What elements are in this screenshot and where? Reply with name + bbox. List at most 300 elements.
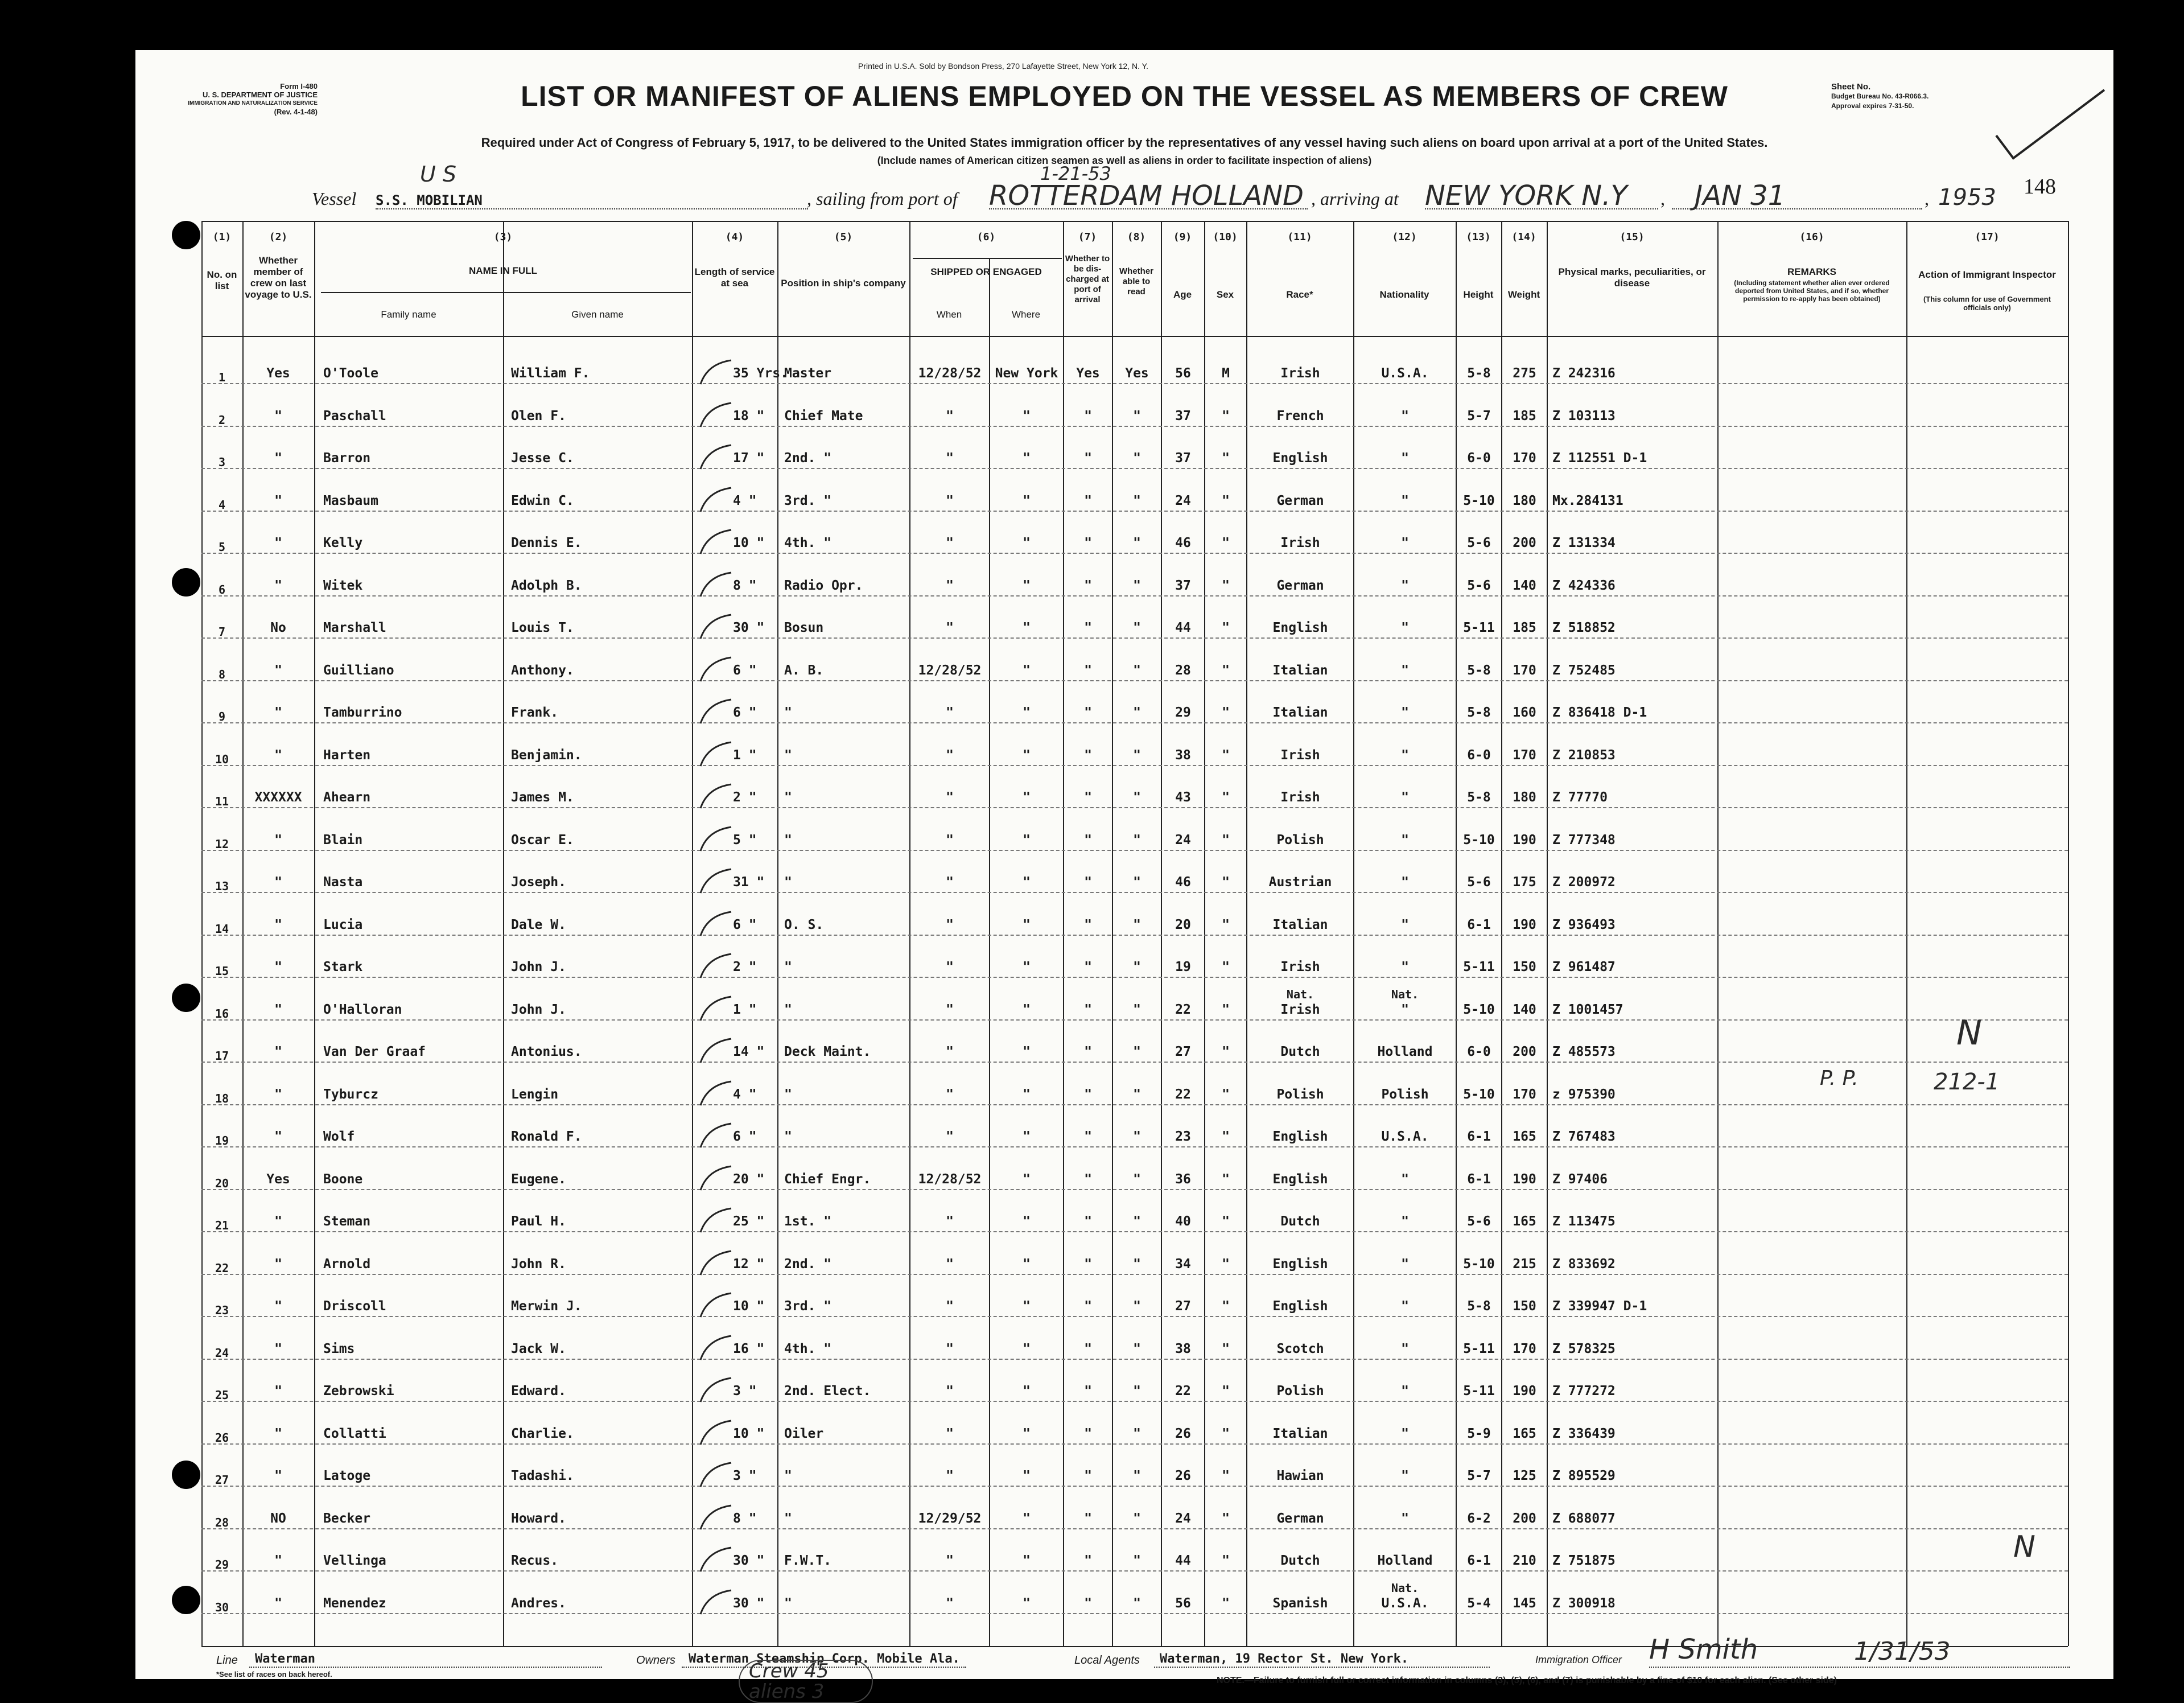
cell-row-number: 9 — [218, 710, 226, 723]
cell-discharged: " — [1084, 1468, 1092, 1483]
vessel-label: Vessel — [312, 188, 357, 209]
cell-last-voyage: " — [274, 578, 282, 593]
cell-physical-marks: Z 485573 — [1552, 1044, 1616, 1059]
cell-height: 5-8 — [1467, 1299, 1491, 1314]
cell-length: 35 Yrs. — [733, 366, 788, 381]
col-head-remarks-note: (Including statement whether alien ever ordered deported from United States, and if so, whether permission to re-apply has been obtained) — [1734, 279, 1890, 303]
cell-sex: " — [1222, 875, 1230, 890]
cell-when: " — [946, 1299, 954, 1314]
cell-last-voyage: " — [274, 1129, 282, 1144]
col-head-physical: Physical marks, peculiarities, or disease — [1558, 266, 1706, 289]
tally-slash-icon — [696, 1079, 736, 1108]
cell-given-name: John R. — [511, 1256, 566, 1272]
cell-race: Italian — [1272, 1426, 1328, 1441]
cell-last-voyage: " — [274, 1214, 282, 1229]
row-rule — [201, 680, 2068, 681]
cell-position: 2nd. " — [784, 1256, 832, 1272]
cell-length: 20 " — [733, 1171, 765, 1187]
col-head-length: Length of service at sea — [694, 266, 775, 289]
cell-row-number: 30 — [215, 1600, 229, 1614]
cell-when: 12/28/52 — [918, 366, 982, 381]
cell-nationality: " — [1401, 1426, 1409, 1441]
cell-race: Austrian — [1268, 875, 1332, 890]
cell-position: " — [784, 1595, 792, 1611]
cell-family-name: Nasta — [323, 875, 363, 890]
cell-physical-marks: Z 112551 D-1 — [1552, 451, 1647, 466]
cell-row-number: 13 — [215, 879, 229, 893]
tally-slash-icon — [696, 528, 736, 556]
cell-physical-marks: Z 936493 — [1552, 917, 1616, 932]
cell-length: 3 " — [733, 1468, 757, 1483]
cell-discharged: " — [1084, 1341, 1092, 1356]
row-rule — [201, 892, 2068, 893]
cell-nationality: " — [1401, 1171, 1409, 1187]
cell-position: " — [784, 832, 792, 848]
cell-row-number: 15 — [215, 964, 229, 978]
cell-position: " — [784, 1129, 792, 1144]
cell-where: " — [1023, 875, 1031, 890]
col-head-family: Family name — [381, 309, 436, 320]
tally-slash-icon — [696, 740, 736, 768]
cell-row-number: 21 — [215, 1219, 229, 1232]
cell-discharged: " — [1084, 663, 1092, 678]
col-head-read: Whether able to read — [1119, 266, 1153, 297]
cell-weight: 200 — [1513, 1511, 1536, 1526]
cell-length: 3 " — [733, 1384, 757, 1398]
cell-weight: 180 — [1513, 790, 1536, 805]
cell-when: " — [946, 960, 954, 974]
cell-where: " — [1023, 1595, 1031, 1611]
cell-sex: " — [1222, 790, 1230, 805]
cell-family-name: Boone — [323, 1171, 363, 1187]
cell-where: " — [1023, 1341, 1031, 1356]
cell-row-number: 7 — [218, 625, 226, 639]
cell-discharged: " — [1084, 917, 1092, 932]
cell-when: " — [946, 620, 954, 635]
row-rule — [201, 1486, 2068, 1487]
cell-height: 5-7 — [1467, 1468, 1491, 1483]
cell-height: 5-6 — [1467, 578, 1491, 593]
cell-length: 6 " — [733, 705, 757, 720]
cell-length: 12 " — [733, 1256, 765, 1272]
cell-given-name: Jesse C. — [511, 451, 574, 466]
cell-given-name: Edward. — [511, 1384, 566, 1398]
cell-physical-marks: Z 336439 — [1552, 1426, 1616, 1441]
n-mark-row-29: N — [2013, 1530, 2035, 1564]
row-rule — [201, 765, 2068, 766]
cell-discharged: " — [1084, 747, 1092, 763]
cell-physical-marks: Z 300918 — [1552, 1595, 1616, 1611]
tally-slash-icon — [696, 570, 736, 599]
cell-age: 22 — [1175, 1002, 1191, 1017]
punch-hole — [172, 1586, 200, 1614]
cell-height: 5-10 — [1463, 1002, 1495, 1017]
date-underline — [1672, 208, 1922, 209]
cell-given-name: Frank. — [511, 705, 559, 720]
punch-hole — [172, 221, 200, 249]
cell-last-voyage: " — [274, 536, 282, 550]
cell-family-name: Collatti — [323, 1426, 386, 1441]
cell-given-name: Oscar E. — [511, 832, 574, 848]
cell-race: Dutch — [1280, 1214, 1320, 1229]
cell-where: " — [1023, 1171, 1031, 1187]
cell-discharged: " — [1084, 705, 1092, 720]
cell-age: 44 — [1175, 1553, 1191, 1568]
cell-race: Irish — [1280, 536, 1320, 550]
agents-underline — [1154, 1667, 1490, 1668]
cell-nationality: " — [1401, 875, 1409, 890]
cell-when: " — [946, 1426, 954, 1441]
tally-slash-icon — [696, 1206, 736, 1235]
cell-weight: 165 — [1513, 1214, 1536, 1229]
cell-weight: 150 — [1513, 1299, 1536, 1314]
cell-last-voyage: " — [274, 747, 282, 763]
cell-last-voyage: " — [274, 1468, 282, 1483]
cell-race: English — [1272, 1256, 1328, 1272]
cell-length: 4 " — [733, 1087, 757, 1102]
cell-position: 3rd. " — [784, 493, 832, 508]
cell-position: " — [784, 1002, 792, 1017]
cell-able-read: " — [1133, 917, 1141, 932]
col-number: (8) — [1127, 231, 1146, 243]
cell-given-name: Dennis E. — [511, 536, 582, 550]
cell-length: 10 " — [733, 536, 765, 550]
footer-agents-label: Local Agents — [1074, 1654, 1140, 1667]
cell-height: 6-1 — [1467, 1553, 1491, 1568]
cell-position: 2nd. Elect. — [784, 1384, 871, 1398]
cell-weight: 190 — [1513, 917, 1536, 932]
cell-when: " — [946, 1256, 954, 1272]
cell-given-name: Paul H. — [511, 1214, 566, 1229]
cell-last-voyage: " — [274, 493, 282, 508]
cell-physical-marks: z 975390 — [1552, 1087, 1616, 1102]
line-underline — [249, 1667, 602, 1668]
cell-last-voyage: NO — [270, 1511, 286, 1526]
cell-weight: 165 — [1513, 1426, 1536, 1441]
cell-last-voyage: " — [274, 1299, 282, 1314]
cell-discharged: " — [1084, 578, 1092, 593]
cell-sex: " — [1222, 493, 1230, 508]
cell-length: 16 " — [733, 1341, 765, 1356]
cell-discharged: " — [1084, 1384, 1092, 1398]
tally-slash-icon — [696, 1121, 736, 1150]
cell-able-read: Yes — [1125, 366, 1149, 381]
footer-line-label: Line — [216, 1654, 238, 1667]
cell-row-number: 24 — [215, 1346, 229, 1360]
cell-discharged: " — [1084, 1511, 1092, 1526]
row-rule — [201, 468, 2068, 469]
cell-height: 5-8 — [1467, 663, 1491, 678]
cell-sex: " — [1222, 663, 1230, 678]
cell-weight: 185 — [1513, 408, 1536, 423]
cell-family-name: Latoge — [323, 1468, 371, 1483]
cell-family-name: Lucia — [323, 917, 363, 932]
cell-row-number: 17 — [215, 1049, 229, 1063]
cell-age: 37 — [1175, 408, 1191, 423]
cell-discharged: " — [1084, 1129, 1092, 1144]
cell-race: Irish — [1280, 747, 1320, 763]
cell-nationality: " — [1401, 1468, 1409, 1483]
cell-last-voyage: " — [274, 1256, 282, 1272]
cell-position: 4th. " — [784, 536, 832, 550]
cell-row-number: 27 — [215, 1473, 229, 1487]
col-head-age: Age — [1173, 289, 1192, 300]
cell-able-read: " — [1133, 451, 1141, 466]
cell-nationality: U.S.A. — [1381, 1129, 1429, 1144]
cell-age: 22 — [1175, 1384, 1191, 1398]
cell-race: Irish — [1280, 1002, 1320, 1017]
col-border — [2068, 221, 2069, 1646]
cell-physical-marks: Z 97406 — [1552, 1171, 1608, 1187]
cell-weight: 150 — [1513, 960, 1536, 974]
col-number: (2) — [269, 231, 288, 243]
cell-when: 12/28/52 — [918, 1171, 982, 1187]
cell-height: 5-10 — [1463, 493, 1495, 508]
cell-last-voyage: " — [274, 705, 282, 720]
cell-height: 5-11 — [1463, 960, 1495, 974]
cell-where: " — [1023, 1087, 1031, 1102]
cell-family-name: Wolf — [323, 1129, 355, 1144]
date-note: 1-21-53 — [1040, 163, 1111, 184]
cell-able-read: " — [1133, 790, 1141, 805]
cell-height: 5-6 — [1467, 875, 1491, 890]
col-head-name: NAME IN FULL — [469, 265, 537, 276]
cell-last-voyage: Yes — [266, 1171, 290, 1187]
cell-nationality: " — [1401, 620, 1409, 635]
cell-height: 6-0 — [1467, 451, 1491, 466]
cell-row-number: 6 — [218, 582, 226, 597]
row-rule — [201, 1062, 2068, 1063]
cell-physical-marks: Z 833692 — [1552, 1256, 1616, 1272]
include-text: (Include names of American citizen seamen as well as aliens in order to facilitate inspection of aliens) — [877, 155, 1372, 166]
table-top-border — [201, 221, 2068, 222]
cell-length: 2 " — [733, 790, 757, 805]
tally-slash-icon — [696, 486, 736, 514]
col-head-action-note: (This column for use of Government officials only) — [1923, 295, 2051, 312]
cell-sex: " — [1222, 1044, 1230, 1059]
cell-nationality: " — [1401, 705, 1409, 720]
cell-weight: 165 — [1513, 1129, 1536, 1144]
col-number: (7) — [1078, 231, 1097, 243]
col-number: (4) — [725, 231, 744, 243]
comma: , — [1925, 188, 1929, 209]
cell-last-voyage: " — [274, 1384, 282, 1398]
cell-sex: " — [1222, 1468, 1230, 1483]
cell-where: " — [1023, 1299, 1031, 1314]
cell-race: Scotch — [1276, 1341, 1324, 1356]
cell-height: 5-11 — [1463, 1384, 1495, 1398]
cell-row-number: 4 — [218, 497, 226, 512]
sheet-info — [1831, 82, 1928, 111]
cell-when: " — [946, 1341, 954, 1356]
cell-race: Irish — [1280, 960, 1320, 974]
cell-where: " — [1023, 493, 1031, 508]
cell-when: " — [946, 578, 954, 593]
cell-where: " — [1023, 790, 1031, 805]
row-rule — [201, 1359, 2068, 1360]
cell-physical-marks: Z 767483 — [1552, 1129, 1616, 1144]
cell-where: " — [1023, 578, 1031, 593]
cell-position: A. B. — [784, 663, 824, 678]
cell-family-name: Kelly — [323, 536, 363, 550]
cell-age: 34 — [1175, 1256, 1191, 1272]
cell-sex: " — [1222, 451, 1230, 466]
row-rule — [201, 1019, 2068, 1021]
cell-race: Dutch — [1280, 1553, 1320, 1568]
row-rule — [201, 1570, 2068, 1572]
cell-nationality: " — [1401, 747, 1409, 763]
cell-nationality: " — [1401, 1384, 1409, 1398]
cell-age: 26 — [1175, 1468, 1191, 1483]
cell-when: " — [946, 705, 954, 720]
cell-given-name: Adolph B. — [511, 578, 582, 593]
cell-where: New York — [995, 366, 1058, 381]
cell-given-name: Eugene. — [511, 1171, 566, 1187]
cell-last-voyage: " — [274, 451, 282, 466]
cell-when: 12/28/52 — [918, 663, 982, 678]
cell-able-read: " — [1133, 536, 1141, 550]
cell-race: English — [1272, 1171, 1328, 1187]
cell-family-name: Menendez — [323, 1595, 386, 1611]
cell-family-name: Driscoll — [323, 1299, 386, 1314]
table-bottom-border — [201, 1646, 2068, 1647]
row-rule — [201, 1146, 2068, 1147]
cell-given-name: Edwin C. — [511, 493, 574, 508]
row-rule — [201, 553, 2068, 554]
cell-physical-marks: Z 424336 — [1552, 578, 1616, 593]
cell-weight: 200 — [1513, 536, 1536, 550]
cell-position: 3rd. " — [784, 1299, 832, 1314]
cell-row-number: 11 — [215, 795, 229, 808]
cell-weight: 140 — [1513, 578, 1536, 593]
col-border — [314, 221, 315, 1646]
cell-weight: 180 — [1513, 493, 1536, 508]
cell-position: " — [784, 960, 792, 974]
col-number: (11) — [1287, 231, 1312, 243]
tally-slash-icon — [696, 697, 736, 726]
cell-position: 2nd. " — [784, 451, 832, 466]
cell-where: " — [1023, 1256, 1031, 1272]
cell-family-name: O'Halloran — [323, 1002, 402, 1017]
cell-height: 6-1 — [1467, 917, 1491, 932]
cell-family-name: Ahearn — [323, 790, 371, 805]
cell-race: Polish — [1276, 1384, 1324, 1398]
cell-height: 6-0 — [1467, 1044, 1491, 1059]
cell-discharged: " — [1084, 1426, 1092, 1441]
cell-age: 27 — [1175, 1044, 1191, 1059]
col-head-given: Given name — [571, 309, 624, 320]
footer-agents-value: Waterman, 19 Rector St. New York. — [1160, 1652, 1409, 1666]
footer-note: NOTE.—Failure to furnish full or correct information in columns (3), (5), (6), and (7) is punishable by a fine of $10 for each alien. (See other side) — [1217, 1676, 1837, 1685]
cell-discharged: " — [1084, 1256, 1092, 1272]
tally-slash-icon — [696, 1334, 736, 1362]
cell-when: " — [946, 493, 954, 508]
footer-officer-label: Immigration Officer — [1535, 1654, 1622, 1665]
cell-length: 10 " — [733, 1299, 765, 1314]
cell-last-voyage: " — [274, 1044, 282, 1059]
col-border — [1906, 221, 1907, 1646]
cell-discharged: " — [1084, 960, 1092, 974]
cell-able-read: " — [1133, 832, 1141, 848]
cell-family-name: Steman — [323, 1214, 371, 1229]
cell-family-name: Becker — [323, 1511, 371, 1526]
cell-physical-marks: Z 242316 — [1552, 366, 1616, 381]
cell-last-voyage: " — [274, 960, 282, 974]
cell-family-name: Tyburcz — [323, 1087, 378, 1102]
cell-family-name: Masbaum — [323, 493, 378, 508]
cell-where: " — [1023, 536, 1031, 550]
cell-family-name: Guilliano — [323, 663, 394, 678]
cell-able-read: " — [1133, 1044, 1141, 1059]
cell-where: " — [1023, 705, 1031, 720]
cell-nationality: " — [1401, 1214, 1409, 1229]
cell-when: " — [946, 536, 954, 550]
cell-last-voyage: " — [274, 1595, 282, 1611]
cell-position: Chief Engr. — [784, 1171, 871, 1187]
crew-aliens-note — [739, 1660, 873, 1703]
officer-underline — [1649, 1667, 2070, 1668]
cell-given-name: William F. — [511, 366, 590, 381]
cell-length: 31 " — [733, 875, 765, 890]
cell-length: 14 " — [733, 1044, 765, 1059]
cell-physical-marks: Z 836418 D-1 — [1552, 705, 1647, 720]
cell-row-number: 14 — [215, 922, 229, 936]
cell-weight: 190 — [1513, 832, 1536, 848]
cell-length: 30 " — [733, 1553, 765, 1568]
cell-height: 6-1 — [1467, 1171, 1491, 1187]
cell-last-voyage: " — [274, 832, 282, 848]
cell-weight: 215 — [1513, 1256, 1536, 1272]
cell-able-read: " — [1133, 747, 1141, 763]
cell-physical-marks: Z 103113 — [1552, 408, 1616, 423]
cell-nationality: " — [1401, 451, 1409, 466]
tally-slash-icon — [696, 1291, 736, 1319]
cell-able-read: " — [1133, 663, 1141, 678]
cell-race: Italian — [1272, 917, 1328, 932]
cell-where: " — [1023, 917, 1031, 932]
cell-family-name: Sims — [323, 1341, 355, 1356]
cell-age: 24 — [1175, 1511, 1191, 1526]
cell-when: " — [946, 451, 954, 466]
cell-last-voyage: " — [274, 1341, 282, 1356]
cell-sex: " — [1222, 1214, 1230, 1229]
cell-physical-marks: Z 113475 — [1552, 1214, 1616, 1229]
col-head-sex: Sex — [1216, 289, 1234, 300]
col-border — [1547, 221, 1548, 1646]
footer-owners-label: Owners — [636, 1654, 675, 1667]
cell-physical-marks: Z 131334 — [1552, 536, 1616, 550]
cell-when: " — [946, 1468, 954, 1483]
cell-last-voyage: " — [274, 1087, 282, 1102]
cell-last-voyage: No — [270, 620, 286, 635]
cell-last-voyage: XXXXXX — [254, 790, 302, 805]
cell-position: Oiler — [784, 1426, 824, 1441]
cell-race: Dutch — [1280, 1044, 1320, 1059]
col-number: (5) — [834, 231, 853, 243]
cell-race: Irish — [1280, 790, 1320, 805]
cell-row-number: 16 — [215, 1006, 229, 1021]
cell-family-name: Arnold — [323, 1256, 371, 1272]
cell-height: 5-10 — [1463, 1256, 1495, 1272]
cell-able-read: " — [1133, 578, 1141, 593]
tally-slash-icon — [696, 1376, 736, 1404]
cell-position: F.W.T. — [784, 1553, 832, 1568]
tally-slash-icon — [696, 443, 736, 471]
cell-where: " — [1023, 1426, 1031, 1441]
cell-nationality: " — [1401, 790, 1409, 805]
code-note-row-18: 212-1 — [1934, 1069, 2000, 1095]
cell-race: Irish — [1280, 366, 1320, 381]
